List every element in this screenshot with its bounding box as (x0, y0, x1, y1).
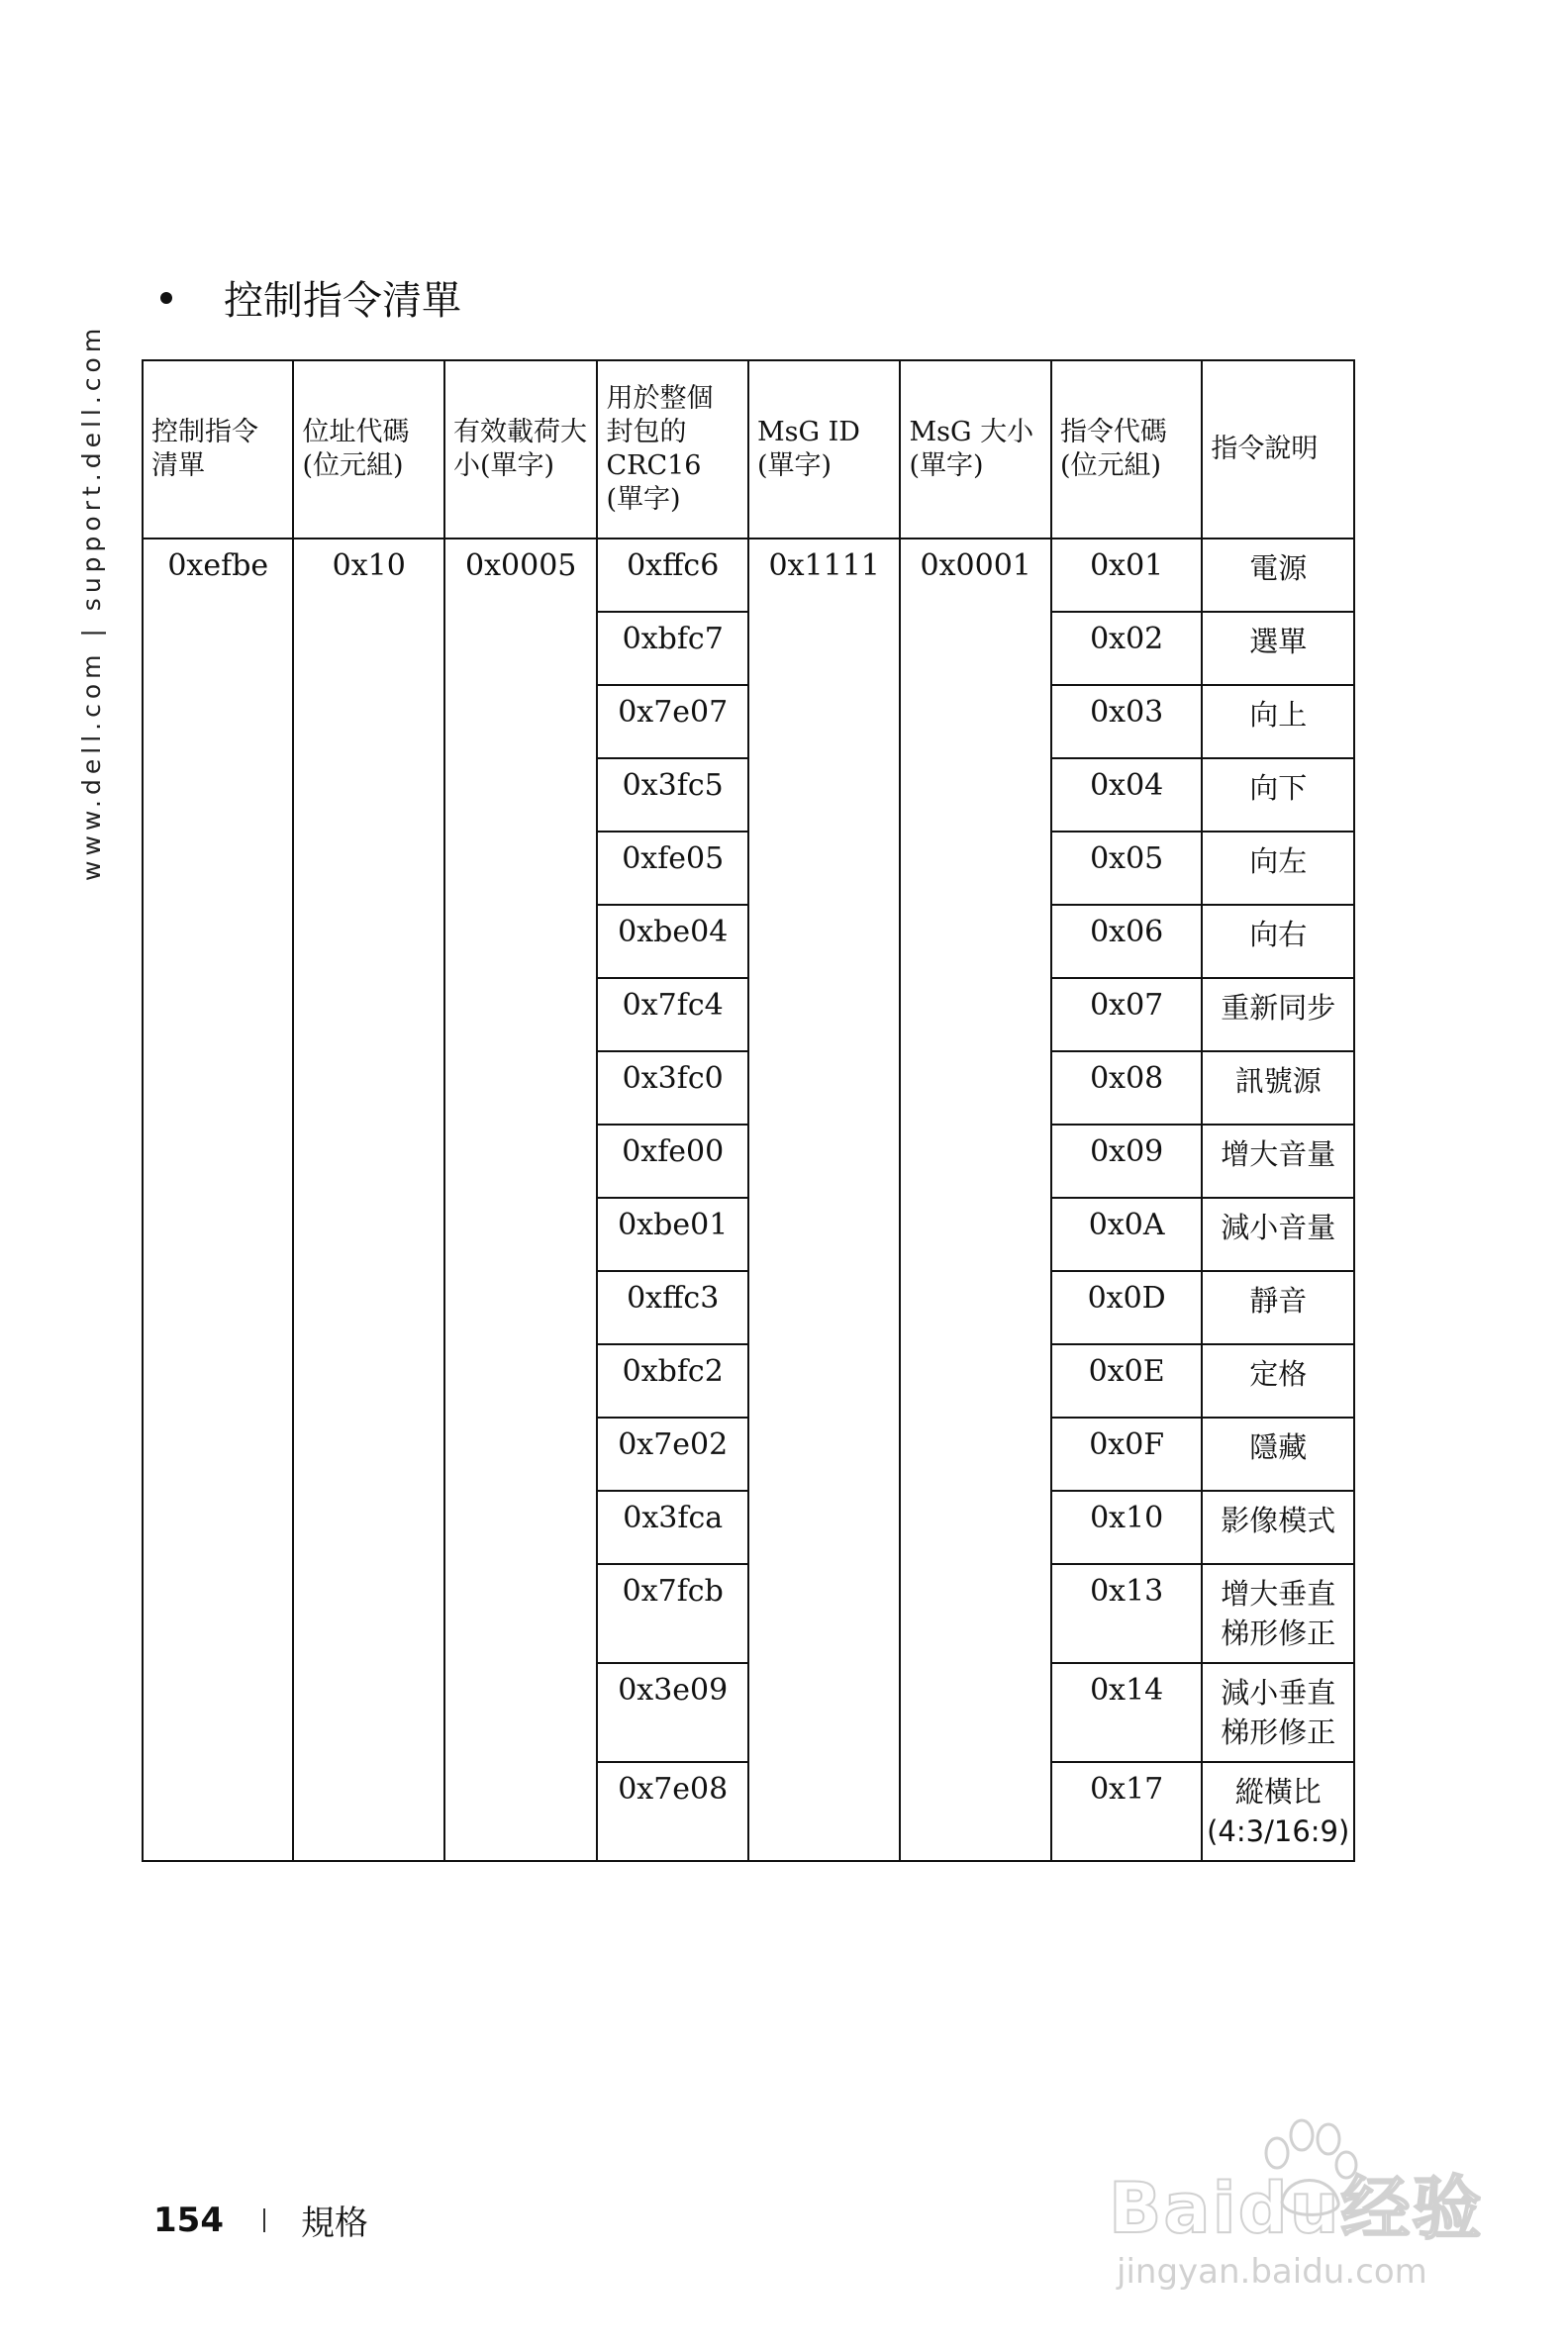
cell-command-desc: 減小垂直 梯形修正 (1202, 1663, 1354, 1762)
cell-command-code: 0x01 (1051, 539, 1202, 612)
cell-command-desc: 電源 (1202, 539, 1354, 612)
watermark (1109, 2113, 1505, 2302)
watermark-logo: Baidu经验 (1109, 2168, 1484, 2249)
cell-crc: 0xfe05 (597, 832, 747, 905)
header-payload-size: 有效載荷大 小(單字) (444, 360, 598, 539)
cell-crc: 0xffc3 (597, 1271, 747, 1344)
cell-command-code: 0x0D (1051, 1271, 1202, 1344)
cell-command-desc: 向下 (1202, 758, 1354, 832)
cell-command-desc: 重新同步 (1202, 978, 1354, 1051)
cell-crc: 0x7fcb (597, 1564, 747, 1663)
page-number: 154 (153, 2200, 224, 2240)
cell-crc: 0x7e02 (597, 1418, 747, 1491)
cell-control-list: 0xefbe (143, 539, 293, 1861)
cell-command-code: 0x0E (1051, 1344, 1202, 1418)
cell-command-desc: 縱橫比 (4:3/16:9) (1202, 1762, 1354, 1861)
cell-crc: 0x7fc4 (597, 978, 747, 1051)
cell-command-code: 0x05 (1051, 832, 1202, 905)
chapter-title: 規格 (300, 2204, 368, 2243)
watermark-url: jingyan.baidu.com (1117, 2252, 1427, 2292)
cell-command-code: 0x06 (1051, 905, 1202, 978)
page-footer (153, 2196, 368, 2244)
cell-msg-id: 0x1111 (748, 539, 901, 1861)
header-control-list: 控制指令 清單 (143, 360, 293, 539)
cell-crc: 0xbe04 (597, 905, 747, 978)
header-command-code: 指令代碼 (位元組) (1051, 360, 1202, 539)
cell-command-desc: 靜音 (1202, 1271, 1354, 1344)
header-command-desc: 指令說明 (1202, 360, 1354, 539)
cell-command-code: 0x09 (1051, 1125, 1202, 1198)
cell-command-desc: 增大音量 (1202, 1125, 1354, 1198)
cell-crc: 0xfe00 (597, 1125, 747, 1198)
cell-payload-size: 0x0005 (444, 539, 598, 1861)
cell-command-code: 0x0F (1051, 1418, 1202, 1491)
cell-crc: 0x7e07 (597, 685, 747, 758)
header-msg-id: MsG ID (單字) (748, 360, 901, 539)
table-row (143, 539, 1354, 612)
cell-command-code: 0x08 (1051, 1051, 1202, 1125)
cell-command-code: 0x03 (1051, 685, 1202, 758)
cell-crc: 0x3fc5 (597, 758, 747, 832)
cell-command-code: 0x14 (1051, 1663, 1202, 1762)
header-crc16: 用於整個 封包的 CRC16 (單字) (597, 360, 747, 539)
section-heading (160, 269, 461, 326)
cell-command-code: 0x10 (1051, 1491, 1202, 1564)
cell-crc: 0xbfc2 (597, 1344, 747, 1418)
cell-command-desc: 隱藏 (1202, 1418, 1354, 1491)
bullet-icon (160, 292, 172, 304)
header-address-code: 位址代碼 (位元組) (293, 360, 443, 539)
cell-command-code: 0x0A (1051, 1198, 1202, 1271)
cell-crc: 0xbfc7 (597, 612, 747, 685)
cell-crc: 0x3fc0 (597, 1051, 747, 1125)
cell-command-desc: 定格 (1202, 1344, 1354, 1418)
cell-crc: 0x3e09 (597, 1663, 747, 1762)
control-command-table (142, 359, 1355, 1862)
cell-command-desc: 向上 (1202, 685, 1354, 758)
cell-crc: 0xbe01 (597, 1198, 747, 1271)
table-header-row (143, 360, 1354, 539)
cell-command-code: 0x17 (1051, 1762, 1202, 1861)
header-msg-size: MsG 大小 (單字) (900, 360, 1050, 539)
footer-divider (263, 2208, 265, 2232)
section-title: 控制指令清單 (224, 278, 461, 324)
cell-command-code: 0x04 (1051, 758, 1202, 832)
cell-command-desc: 選單 (1202, 612, 1354, 685)
cell-command-desc: 影像模式 (1202, 1491, 1354, 1564)
side-url: www.dell.com | support.dell.com (77, 323, 106, 881)
cell-msg-size: 0x0001 (900, 539, 1050, 1861)
cell-command-desc: 減小音量 (1202, 1198, 1354, 1271)
cell-command-desc: 向左 (1202, 832, 1354, 905)
cell-command-code: 0x07 (1051, 978, 1202, 1051)
cell-command-code: 0x13 (1051, 1564, 1202, 1663)
cell-command-desc: 增大垂直 梯形修正 (1202, 1564, 1354, 1663)
cell-crc: 0xffc6 (597, 539, 747, 612)
cell-crc: 0x3fca (597, 1491, 747, 1564)
cell-address-code: 0x10 (293, 539, 443, 1861)
cell-crc: 0x7e08 (597, 1762, 747, 1861)
cell-command-desc: 向右 (1202, 905, 1354, 978)
cell-command-desc: 訊號源 (1202, 1051, 1354, 1125)
cell-command-code: 0x02 (1051, 612, 1202, 685)
